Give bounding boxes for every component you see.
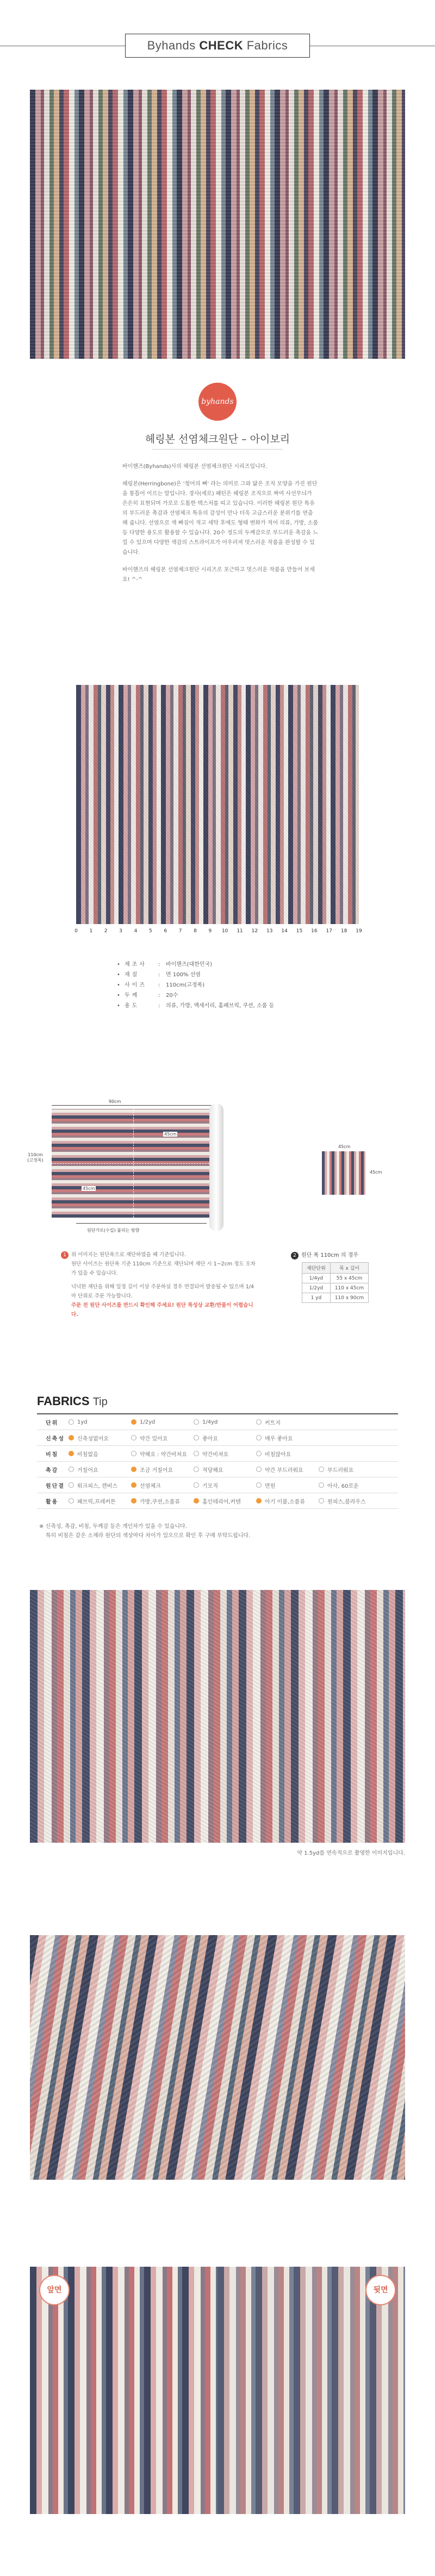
tip-row [37, 1477, 398, 1493]
radio-dot-icon [319, 1482, 324, 1488]
tip-row [37, 1446, 398, 1462]
selected-dot-icon [69, 1435, 74, 1440]
tip-title-main: FABRICS [37, 1394, 90, 1408]
tip-row-label: 활용 [46, 1499, 59, 1505]
ruler-tick: 1 [89, 928, 93, 934]
tip-option [194, 1497, 256, 1505]
tip-option-label: 조금 거칠어요 [140, 1467, 173, 1474]
intro-line-2: 헤링본(Herringbone)은 '청어의 뼈' 라는 의미로 그와 닮은 조직 모양을 가진 원단을 통틀어 이르는 말입니다. 경사(세로) 패턴은 헤링본 조직으로 짜여 사선무늬가 은은히 표현되며 가로로 도톰한 텍스처를 띠고 있습니다. 이러한 헤링본 원단 특유의 부드러운 촉감과 선염체크 특유의 감성이 만나 더욱 고급스러운 분위기를 연출해 줍니다. 선염으로 색 빠짐이 적고 세탁 후에도 형태 변화가 적어 의류, 가방, 소품 등 다양한 용도로 활용할 수 있습니다. 20수 정도의 두께감으로 부드러운 촉감을 느낄 수 있으며 다양한 색감의 스트라이프가 어우러져 멋스러운 작품을 완성할 수 있습니다. [122, 481, 318, 556]
tip-option [194, 1419, 256, 1425]
table-number: 2 [291, 1252, 299, 1259]
spec-key: 사이즈 [125, 982, 147, 988]
ruler-tick: 16 [311, 928, 318, 934]
cut-table-cell: 1/2yd [302, 1283, 331, 1293]
tip-option-label: 약간 부드러워요 [265, 1467, 303, 1474]
ruler-tick: 6 [164, 928, 167, 934]
tip-option-label: 기모직 [202, 1483, 218, 1489]
front-badge: 앞면 [39, 2275, 70, 2305]
radio-dot-icon [256, 1451, 262, 1456]
tip-option-label: 1/4yd [202, 1419, 218, 1425]
tip-option [131, 1481, 194, 1489]
ruler-tick: 3 [119, 928, 122, 934]
tip-option-label: 약간비쳐요 [202, 1451, 229, 1458]
fabric-swatch-image [76, 685, 359, 924]
tip-option [319, 1497, 381, 1505]
tip-option-label: 적당해요 [202, 1467, 223, 1474]
ruler-tick: 10 [221, 928, 228, 934]
notice-line-1: 위 이미지는 원단폭으로 재단하였을 때 기준입니다. [71, 1252, 186, 1258]
tip-option-label: 매우 좋아요 [265, 1436, 293, 1442]
radio-dot-icon [256, 1419, 262, 1425]
tip-row-label: 원단결 [46, 1483, 65, 1489]
spec-key: 제조사 [125, 962, 147, 968]
tip-row [37, 1430, 398, 1446]
spec-key: 두께 [125, 993, 140, 999]
radio-dot-icon [256, 1482, 262, 1488]
tip-notes [39, 1522, 398, 1540]
ruler-tick: 2 [104, 928, 108, 934]
tip-row-label: 단위 [46, 1420, 59, 1426]
tip-option [69, 1419, 131, 1425]
tip-note-2: 특히 비침은 같은 소재라 원단의 색상마다 차이가 있으므로 확인 후 구매 부탁드립니다. [46, 1533, 251, 1539]
fabrics-tip-title [37, 1394, 108, 1408]
selected-dot-icon [131, 1482, 136, 1488]
tip-note-1: ※ 신축성, 촉감, 비침, 두께감 등은 개인차가 있을 수 있습니다. [39, 1524, 187, 1530]
brand-header [125, 34, 310, 58]
tip-option [194, 1465, 256, 1474]
selected-dot-icon [131, 1419, 136, 1425]
ruler-tick: 7 [178, 928, 182, 934]
cut-table-cell: 110 x 90cm [330, 1293, 368, 1303]
tip-option [131, 1497, 194, 1505]
selected-dot-icon [131, 1498, 136, 1504]
tip-option [256, 1497, 319, 1505]
tip-option [69, 1434, 131, 1442]
cut-table-cell: 110 x 45cm [330, 1283, 368, 1293]
radio-dot-icon [256, 1435, 262, 1440]
tip-option [256, 1465, 319, 1474]
tip-option [319, 1465, 381, 1474]
intro-line-3: 바이핸즈의 헤링본 선염체크원단 시리즈로 포근하고 멋스러운 작품을 만들어 보세요! ^-^ [122, 567, 315, 583]
tip-option [194, 1481, 256, 1489]
tip-option [256, 1481, 319, 1489]
swatch-top-label: 45cm [338, 1144, 351, 1149]
tip-row [37, 1462, 398, 1477]
tip-option [256, 1434, 319, 1442]
brand-rest: Fabrics [246, 39, 288, 52]
spec-row: • 재질 : 면 100% 선염 [117, 970, 313, 980]
fabric-closeup-photo [30, 1935, 405, 2180]
tip-option-label: 아사, 60로운 [327, 1483, 359, 1489]
selected-dot-icon [69, 1451, 74, 1456]
radio-dot-icon [194, 1419, 199, 1425]
cut-table-row [302, 1283, 369, 1293]
tip-option [69, 1465, 131, 1474]
tip-row-label: 신축성 [46, 1436, 65, 1442]
cut-table-row [302, 1274, 369, 1283]
tip-option [256, 1418, 319, 1426]
product-title: 헤링본 선염체크원단 – 아이보리 [145, 433, 290, 445]
fabrics-tip-table [37, 1413, 398, 1509]
tip-option-label: 1/2yd [140, 1419, 156, 1425]
radio-dot-icon [194, 1451, 199, 1456]
tip-option [131, 1434, 194, 1442]
spec-row: • 사이즈 : 110cm(고정폭) [117, 980, 313, 990]
spec-row: • 두께 : 20수 [117, 990, 313, 1001]
cut-table-cell: 재단단위 [302, 1263, 331, 1274]
inner-label-a: 45cm [164, 1132, 177, 1137]
radio-dot-icon [69, 1482, 74, 1488]
radio-dot-icon [131, 1451, 136, 1456]
fabric-photo-wide [30, 1590, 405, 1843]
brand-logo-icon: byhands [198, 383, 237, 421]
ruler-tick: 9 [208, 928, 212, 934]
tip-option-label: 커트지 [265, 1420, 281, 1426]
ruler-tick: 18 [340, 928, 347, 934]
spec-key: 용도 [125, 1003, 140, 1009]
ruler-tick: 13 [266, 928, 273, 934]
tip-option-label: 비침많아요 [265, 1451, 291, 1458]
tip-option-label: 1yd [77, 1419, 88, 1425]
hero-fabric-image [30, 90, 405, 359]
direction-arrow [76, 1223, 207, 1224]
radio-dot-icon [69, 1467, 74, 1472]
ruler-tick: 15 [296, 928, 303, 934]
spec-list [117, 959, 313, 1011]
brand-bold: CHECK [199, 39, 244, 52]
selected-dot-icon [131, 1467, 136, 1472]
selected-dot-icon [256, 1498, 262, 1504]
tip-option [256, 1450, 319, 1458]
selected-dot-icon [194, 1498, 199, 1504]
tip-option [194, 1434, 256, 1442]
radio-dot-icon [319, 1498, 324, 1504]
spec-key: 재질 [125, 972, 140, 978]
spec-value: 110cm(고정폭) [166, 982, 205, 988]
radio-dot-icon [256, 1467, 262, 1472]
cut-table-cell: 1/4yd [302, 1274, 331, 1283]
ruler-tick: 5 [148, 928, 152, 934]
tip-option-label: 워크피스, 캔버스 [77, 1483, 117, 1489]
spec-value: 의류, 가방, 액세서리, 홈패브릭, 쿠션, 소품 등 [166, 1003, 275, 1009]
tip-option-label: 신축성없어요 [77, 1436, 109, 1442]
notice-number: 1 [61, 1251, 69, 1259]
notice-line-2: 원단 사이즈는 원단폭 기준 110cm 기준으로 재단되며 재단 시 1~2cm 정도 오차가 있을 수 있습니다. [71, 1261, 256, 1276]
ruler-tick: 0 [74, 928, 78, 934]
title-divider [152, 449, 283, 450]
tip-row-label: 촉감 [46, 1467, 59, 1474]
tip-option-label: 약간 있어요 [140, 1436, 168, 1442]
tip-option-label: 패브릭,프레커튼 [77, 1499, 116, 1505]
spec-value: 면 100% 선염 [166, 972, 201, 978]
tip-option-label: 부드러워요 [327, 1467, 354, 1474]
tip-option-label: 비침없음 [77, 1451, 98, 1458]
tip-row [37, 1414, 398, 1430]
center-line [133, 1109, 134, 1218]
tip-option-label: 약해요 : 약간비쳐요 [140, 1451, 188, 1458]
diagram-width-label: 90cm [109, 1099, 121, 1104]
tip-option-label: 좋아요 [202, 1436, 218, 1442]
tip-option [69, 1450, 131, 1458]
tip-option [131, 1465, 194, 1474]
tip-option [69, 1497, 131, 1505]
radio-dot-icon [69, 1419, 74, 1425]
radio-dot-icon [194, 1482, 199, 1488]
tip-option [131, 1419, 194, 1425]
inner-label-b: 45cm [83, 1186, 95, 1191]
diagram-side-label: 110cm (고정폭) [27, 1152, 44, 1163]
spec-value: 바이핸즈(대한민국) [166, 962, 213, 968]
intro-line-1: 바이핸즈(Byhands)사의 헤링본 선염체크원단 시리즈입니다. [122, 464, 268, 470]
cut-table-row [302, 1293, 369, 1303]
direction-label: 원단가로(수입) 풀리는 방향 [87, 1228, 140, 1233]
spec-row: • 용도 : 의류, 가방, 액세서리, 홈패브릭, 쿠션, 소품 등 [117, 1001, 313, 1011]
brand-name: Byhands [147, 39, 196, 52]
radio-dot-icon [194, 1435, 199, 1440]
tip-option-label: 선염체크 [140, 1483, 161, 1489]
cut-swatch-diagram [322, 1151, 365, 1195]
cut-table-cell: 55 x 45cm [330, 1274, 368, 1283]
tip-row [37, 1493, 398, 1509]
ruler-tick: 11 [237, 928, 243, 934]
radio-dot-icon [319, 1467, 324, 1472]
radio-dot-icon [69, 1498, 74, 1504]
cut-table [302, 1262, 369, 1303]
notice-line-3: 넉넉한 재단을 위해 일정 길이 이상 주문하실 경우 연결되어 발송될 수 있으며 1/4마 단위로 주문 가능합니다. [71, 1284, 254, 1299]
tip-row-label: 비침 [46, 1451, 59, 1458]
tip-option [69, 1481, 131, 1489]
tip-option-label: 원피스,블라우스 [327, 1499, 366, 1505]
ruler-tick: 17 [326, 928, 332, 934]
photo-caption: 약 1.5yd를 연속적으로 촬영한 이미지입니다. [297, 1850, 405, 1856]
diagram-width-rule [52, 1105, 215, 1106]
spec-row: • 제조사 : 바이핸즈(대한민국) [117, 959, 313, 970]
cut-table-cell: 폭 x 길이 [330, 1263, 368, 1274]
back-badge: 뒷면 [365, 2275, 396, 2305]
tip-option [194, 1450, 256, 1458]
cut-notice [61, 1250, 257, 1319]
cut-table-title-text: 원단 폭 110cm 의 경우 [301, 1252, 359, 1258]
cut-table-row [302, 1263, 369, 1274]
ruler-tick: 4 [134, 928, 138, 934]
ruler-tick: 8 [194, 928, 197, 934]
cut-table-cell: 1 yd [302, 1293, 331, 1303]
tip-title-sub: Tip [92, 1396, 108, 1408]
tip-option [319, 1481, 381, 1489]
cut-table-title [291, 1250, 358, 1259]
swatch-side-label: 45cm [370, 1170, 382, 1175]
tip-option-label: 아기 이불,소품류 [265, 1499, 305, 1505]
ruler-tick: 14 [281, 928, 288, 934]
tip-option-label: 홈인테리어,커텐 [202, 1499, 241, 1505]
notice-line-4: 주문 전 원단 사이즈를 반드시 확인해 주세요! 원단 특성상 교환/반품이 어렵습니다. [71, 1302, 253, 1318]
ruler-tick: 19 [356, 928, 362, 934]
intro-text [122, 462, 318, 585]
radio-dot-icon [194, 1467, 199, 1472]
tip-option-label: 거칠어요 [77, 1467, 98, 1474]
ruler [74, 928, 362, 936]
fabric-roll-icon [209, 1103, 223, 1231]
tip-option [131, 1450, 194, 1458]
tip-option-label: 가방,쿠션,소품류 [140, 1499, 180, 1505]
tip-option-label: 면원 [265, 1483, 276, 1489]
spec-value: 20수 [166, 993, 178, 999]
ruler-tick: 12 [251, 928, 258, 934]
radio-dot-icon [131, 1435, 136, 1440]
